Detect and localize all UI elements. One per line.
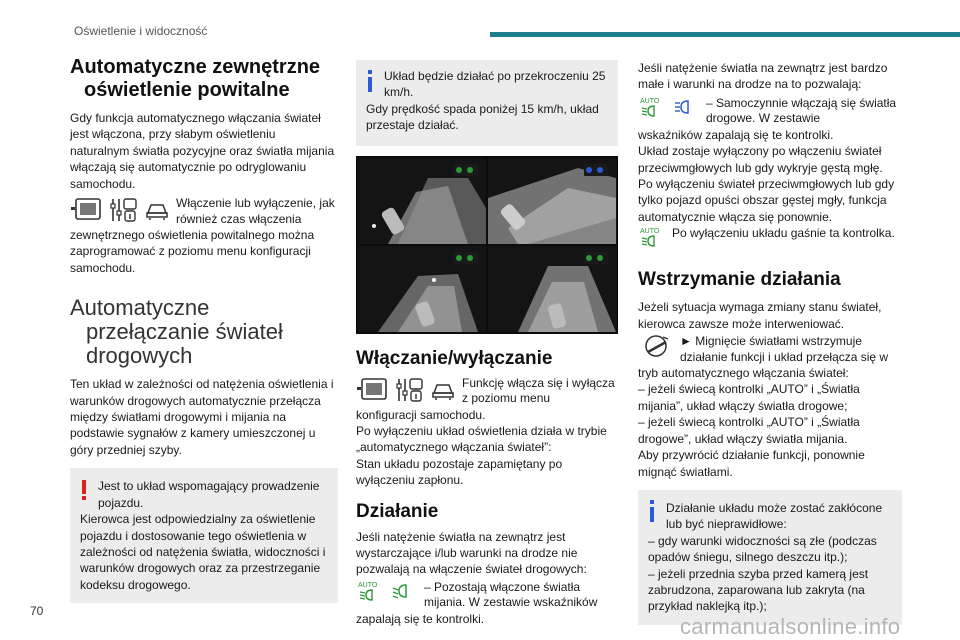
onoff-paragraph: konfiguracji samochodu. Po wyłączeniu układ oświetlenia działa w trybie „automatycznego włączania świateł”: Stan układu pozostaje zapamiętany po wyłączeniu zapłonu. <box>356 407 607 488</box>
high-beam-indicator-icons <box>638 96 696 118</box>
car-lights-icon <box>144 199 170 221</box>
low-beam-indicator-icon <box>392 582 414 600</box>
high-beam-intro: Jeśli natężenie światła na zewnątrz jest bardzo małe i warunki na drodze na to pozwalają: <box>638 61 888 92</box>
page-number: 70 <box>30 604 44 618</box>
auto-lights-indicator-icon <box>638 226 666 248</box>
operation-paragraph: Jeśli natężenie światła na zewnątrz jest wystarczające i/lub warunki na drodze nie pozwalają na włączenie świateł drogowych: <box>356 529 587 577</box>
switching-title-line1: Automatyczne <box>70 295 210 321</box>
header-accent-bar <box>490 32 960 37</box>
operation-icon-row <box>356 580 624 611</box>
onoff-config-icons <box>356 376 456 404</box>
info-icon <box>367 70 373 92</box>
pause-icon-text: ► Mignięcie światłami wstrzymuje działanie funkcji i układ przełącza się w <box>680 334 889 364</box>
auto-label: AUTO <box>640 97 660 105</box>
column-1 <box>70 56 338 603</box>
operation-icon-text: – Pozostają włączone światła mijania. W zestawie wskaźników <box>424 579 598 610</box>
speed-info-text: Gdy prędkość spada poniżej 15 km/h, układ przestaje działać. <box>366 101 599 133</box>
light-stalk-flash-icon <box>644 334 670 358</box>
auto-lights-icon-text: Włączenie lub wyłączenie, jak również czas włączenia <box>176 196 335 226</box>
watermark: carmanualsonline.info <box>680 614 901 639</box>
auto-lights-title-line1: Automatyczne zewnętrzne <box>70 56 321 78</box>
illustration-top-left <box>358 158 486 244</box>
column-2 <box>356 60 624 627</box>
system-off-text: Po wyłączeniu układu gaśnie ta kontrolka. <box>672 226 895 241</box>
info-icon <box>649 500 655 522</box>
disturbance-info-first: Działanie układu może zostać zakłócone lub być nieprawidłowe: <box>666 500 883 532</box>
car-lights-icon <box>430 379 456 401</box>
auto-lights-title <box>70 56 338 102</box>
illustration-top-right <box>488 158 616 244</box>
auto-lights-icon-row <box>70 196 338 227</box>
auto-lights-paragraph-2: zewnętrznego oświetlenia powitalnego można zaprogramować z poziomu menu konfiguracji samochodu. <box>70 228 315 275</box>
running-header: Oświetlenie i widoczność <box>74 24 208 38</box>
operation-title: Działanie <box>356 500 439 522</box>
disturbance-info-text: – gdy warunki widoczności są złe (podczas opadów śniegu, silnego deszczu itp.); – jeżeli przednia szyba przed kamerą jest zabrudzona, zaparowana lub zakryta (na przykład naklejką itp.); <box>648 533 877 614</box>
high-beam-icon-row <box>638 96 906 127</box>
warning-first-line: Jest to układ wspomagający prowadzenie pojazdu. <box>98 479 320 510</box>
switching-title <box>70 296 338 368</box>
illustration-bottom-left <box>358 246 486 332</box>
disturbance-info-box <box>638 490 902 625</box>
pause-icon-row <box>638 334 906 365</box>
high-beam-paragraph: wskaźników zapalają się te kontrolki. Układ zostaje wyłączony po włączeniu świateł przeciwmgłowych lub gdy wykryje gęstą mgłę. Po wyłączeniu świateł przeciwmgłowych lub gdy tylko pojazd opuści obszar gęstej mgły, funkcja automatycznie włącza się ponownie. <box>638 127 895 224</box>
switching-title-line2: przełączanie świateł <box>86 319 283 345</box>
auto-lights-title-line2: oświetlenie powitalne <box>84 79 290 101</box>
touchscreen-menu-icon <box>70 197 104 223</box>
pause-title: Wstrzymanie działania <box>638 269 841 291</box>
warning-text: Kierowca jest odpowiedzialny za oświetlenie pojazdu i dostosowanie tego oświetlenia w zależności od natężenia światła, widoczności i warunków drogowych oraz za przestrzeganie kodeksu drogowego. <box>80 512 326 592</box>
warning-box <box>70 468 338 603</box>
system-off-icon-row <box>638 226 906 248</box>
config-icons <box>70 196 170 224</box>
switching-title-line3: drogowych <box>86 343 193 369</box>
auto-lights-paragraph: Gdy funkcja automatycznego włączania świateł jest włączona, przy słabym oświetleniu naturalnym światła pozycyjne oraz światła mijania włączają się automatycznie po odryglowaniu samochodu. <box>70 111 335 191</box>
warning-icon <box>81 480 87 500</box>
high-beam-icon-text: – Samoczynnie włączają się światła drogowe. W zestawie <box>706 95 897 126</box>
onoff-icon-text: Funkcję włącza się i wyłącza z poziomu menu <box>462 375 615 406</box>
column-3 <box>638 60 906 625</box>
pause-paragraph-2: tryb automatycznego włączania świateł: – jeżeli świecą kontrolki „AUTO” i „Światła mijania”, układ włączy światła drogowe; – jeżeli świecą kontrolki „AUTO” i „Światła drogowe”, układ włączy światła mijania. Aby przywrócić działanie funkcji, ponownie mignąć światłami. <box>638 366 865 479</box>
auto-lights-indicator-icon <box>638 96 666 118</box>
touchscreen-menu-icon <box>356 377 390 403</box>
speed-info-first: Układ będzie działać po przekroczeniu 25 km/h. <box>384 69 606 100</box>
speed-info-box <box>356 60 618 146</box>
vehicle-settings-icon <box>109 196 139 224</box>
high-beam-indicator-icon <box>674 98 696 116</box>
auto-label: AUTO <box>640 228 660 236</box>
pause-icons <box>638 334 670 358</box>
pause-paragraph: Jeżeli sytuacja wymaga zmiany stanu świateł, kierowca zawsze może interweniować. <box>638 300 882 331</box>
onoff-icon-row <box>356 376 624 407</box>
system-off-icons <box>638 226 666 248</box>
operation-paragraph-2: zapalają się te kontrolki. <box>356 611 485 626</box>
auto-lights-indicator-icon <box>356 580 384 602</box>
low-beam-indicator-icons <box>356 580 414 602</box>
illustration-bottom-right <box>488 246 616 332</box>
switching-paragraph: Ten układ w zależności od natężenia oświetlenia i warunków drogowych automatycznie przełącza między światłami drogowymi i mijania na podstawie sygnałów z kamery umieszczonej u góry przedniej szyby. <box>70 377 334 457</box>
vehicle-settings-icon <box>395 376 425 404</box>
onoff-title: Włączanie/wyłączanie <box>356 347 553 369</box>
auto-label: AUTO <box>358 581 378 589</box>
headlight-illustrations <box>356 156 618 334</box>
